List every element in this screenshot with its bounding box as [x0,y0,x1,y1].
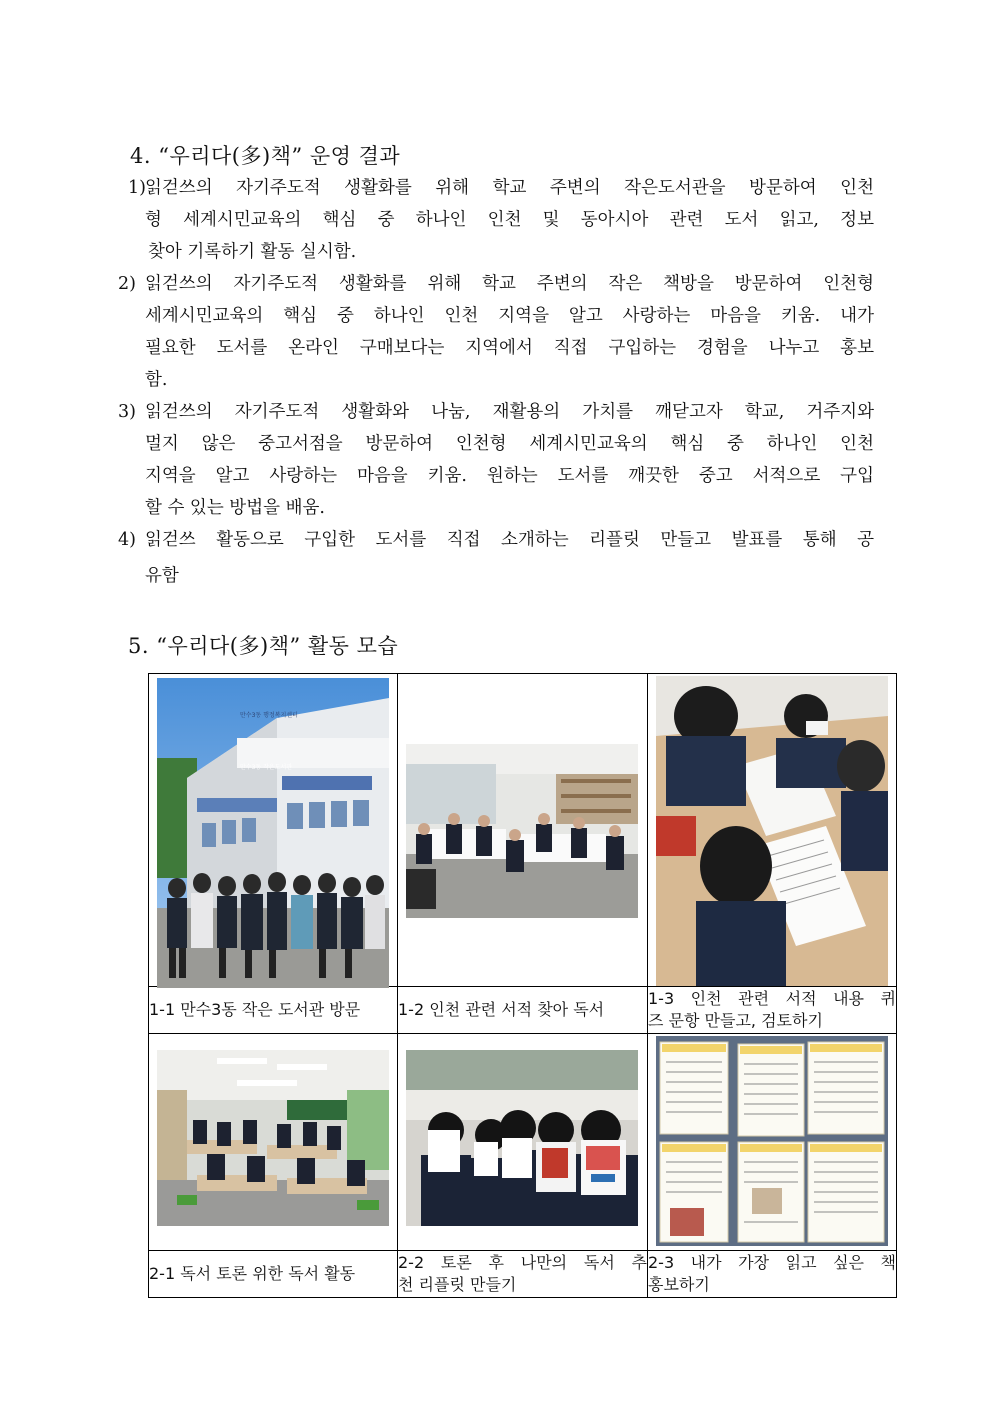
item-line: 유함 [145,566,179,586]
item-line: 멀지 않은 중고서점을 방문하여 인천형 세계시민교육의 핵심 중 하나인 인천 [145,434,874,454]
photo-cell-1-1 [149,674,398,987]
item-line: 지역을 알고 사랑하는 마음을 키움. 원하는 도서를 깨끗한 중고 서적으로 구입 [145,466,874,486]
item-line: 할 수 있는 방법을 배움. [145,498,325,518]
caption-2-2 [398,1251,648,1298]
caption-text: 즈 문항 만들고, 검토하기 [648,1011,823,1030]
caption-1-2 [398,987,648,1034]
caption-text: 2-3 내가 가장 읽고 싶은 책 [648,1253,896,1272]
book-promotion-photo [656,1036,888,1246]
caption-2-3 [648,1251,897,1298]
building-sign: 만수3동 행정복지센터 [240,712,298,719]
library-visit-photo [157,678,389,988]
item-line: 세계시민교육의 핵심 중 하나인 인천 지역을 알고 사랑하는 마음을 키움. 내가 [145,306,874,326]
caption-text: 2-2 토론 후 나만의 독서 추 [398,1253,647,1272]
photo-cell-2-1 [149,1034,398,1251]
caption-text: 1-1 만수3동 작은 도서관 방문 [149,1000,361,1019]
photo-cell-1-2 [398,674,648,987]
caption-text: 천 리플릿 만들기 [398,1275,517,1294]
photo-cell-1-3 [648,674,897,987]
caption-text: 홍보하기 [648,1275,710,1294]
caption-text: 1-3 인천 관련 서적 내용 퀴 [648,989,896,1008]
item-number: 1) [128,178,146,198]
leaflet-making-photo [406,1050,638,1226]
caption-1-1 [149,987,398,1034]
classroom-reading-photo [157,1050,389,1226]
section-4-title: 4. “우리다(多)책” 운영 결과 [130,144,401,168]
caption-text: 2-1 독서 토론 위한 독서 활동 [149,1264,356,1283]
item-line: 읽걷쓰의 자기주도적 생활화와 나눔, 재활용의 가치를 깨닫고자 학교, 거주지와 [145,402,874,422]
item-line: 읽걷쓰 활동으로 구입한 도서를 직접 소개하는 리플릿 만들고 발표를 통해 공 [145,530,874,550]
caption-text: 1-2 인천 관련 서적 찾아 독서 [398,1000,605,1019]
item-line: 필요한 도서를 온라인 구매보다는 지역에서 직접 구입하는 경험을 나누고 홍보 [145,338,874,358]
item-number: 3) [118,402,136,422]
item-line: 읽걷쓰의 자기주도적 생활화를 위해 학교 주변의 작은도서관을 방문하여 인천 [145,178,874,198]
photo-cell-2-3 [648,1034,897,1251]
caption-2-1 [149,1251,398,1298]
photo-cell-2-2 [398,1034,648,1251]
item-line: 함. [145,370,168,390]
item-line: 찾아 기록하기 활동 실시함. [148,242,357,262]
item-number: 4) [118,530,136,550]
reading-room-photo [406,744,638,918]
item-number: 2) [118,274,136,294]
caption-1-3 [648,987,897,1034]
section-5-title: 5. “우리다(多)책” 활동 모습 [128,634,399,658]
quiz-making-photo [656,676,888,986]
building-sign-small: 만수3동 작은도서관 [240,764,293,771]
item-line: 형 세계시민교육의 핵심 중 하나인 인천 및 동아시아 관련 도서 읽고, 정보 [145,210,874,230]
item-line: 읽걷쓰의 자기주도적 생활화를 위해 학교 주변의 작은 책방을 방문하여 인천형 [145,274,874,294]
